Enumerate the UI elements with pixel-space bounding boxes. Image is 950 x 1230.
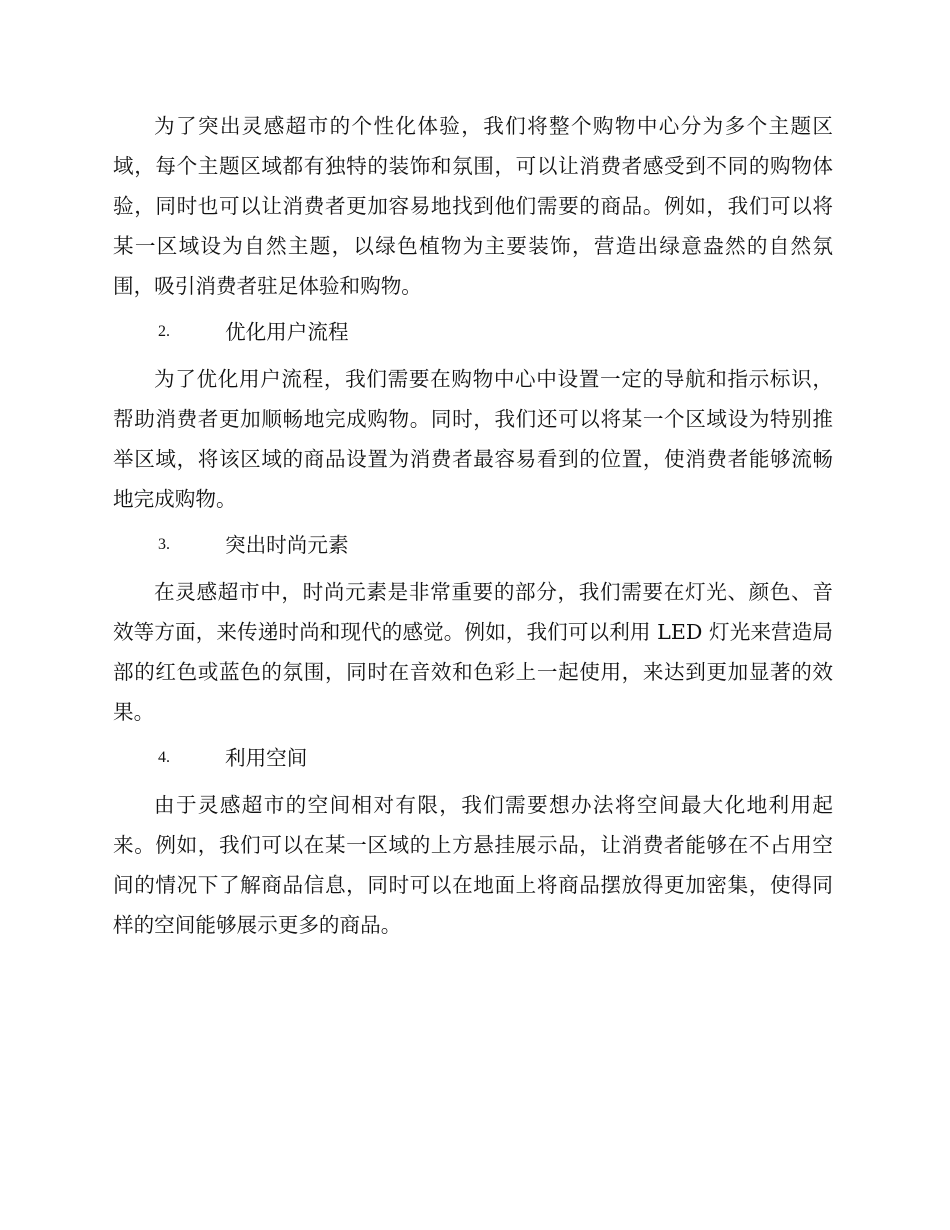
section-title: 利用空间 [225,746,308,770]
section-number: 2. [158,323,170,340]
document-body [113,106,833,945]
paragraph-user-flow: 为了优化用户流程，我们需要在购物中心中设置一定的导航和指示标识，帮助消费者更加顺畅地完成购物。同时，我们还可以将某一个区域设为特别推举区域，将该区域的商品设置为消费者最容易看到的位置，使消费者能够流畅地完成购物。 [113,367,833,511]
section-number: 3. [158,536,170,553]
paragraph-space-usage: 由于灵感超市的空间相对有限，我们需要想办法将空间最大化地利用起来。例如，我们可以在某一区域的上方悬挂展示品，让消费者能够在不占用空间的情况下了解商品信息，同时可以在地面上将商品摆放得更加密集，使得同样的空间能够展示更多的商品。 [113,793,833,937]
section-title: 优化用户流程 [225,320,349,344]
paragraph-fashion-elements: 在灵感超市中，时尚元素是非常重要的部分，我们需要在灯光、颜色、音效等方面，来传递时尚和现代的感觉。例如，我们可以利用 LED 灯光来营造局部的红色或蓝色的氛围，同时在音效和色彩上一起使用，来达到更加显著的效果。 [113,580,833,724]
section-heading-3 [113,525,833,565]
paragraph-theme-zones: 为了突出灵感超市的个性化体验，我们将整个购物中心分为多个主题区域，每个主题区域都有独特的装饰和氛围，可以让消费者感受到不同的购物体验，同时也可以让消费者更加容易地找到他们需要的商品。例如，我们可以将某一区域设为自然主题，以绿色植物为主要装饰，营造出绿意盎然的自然氛围，吸引消费者驻足体验和购物。 [113,114,833,298]
section-number: 4. [158,749,170,766]
section-heading-2 [113,312,833,352]
section-heading-4 [113,738,833,778]
section-title: 突出时尚元素 [225,533,349,557]
